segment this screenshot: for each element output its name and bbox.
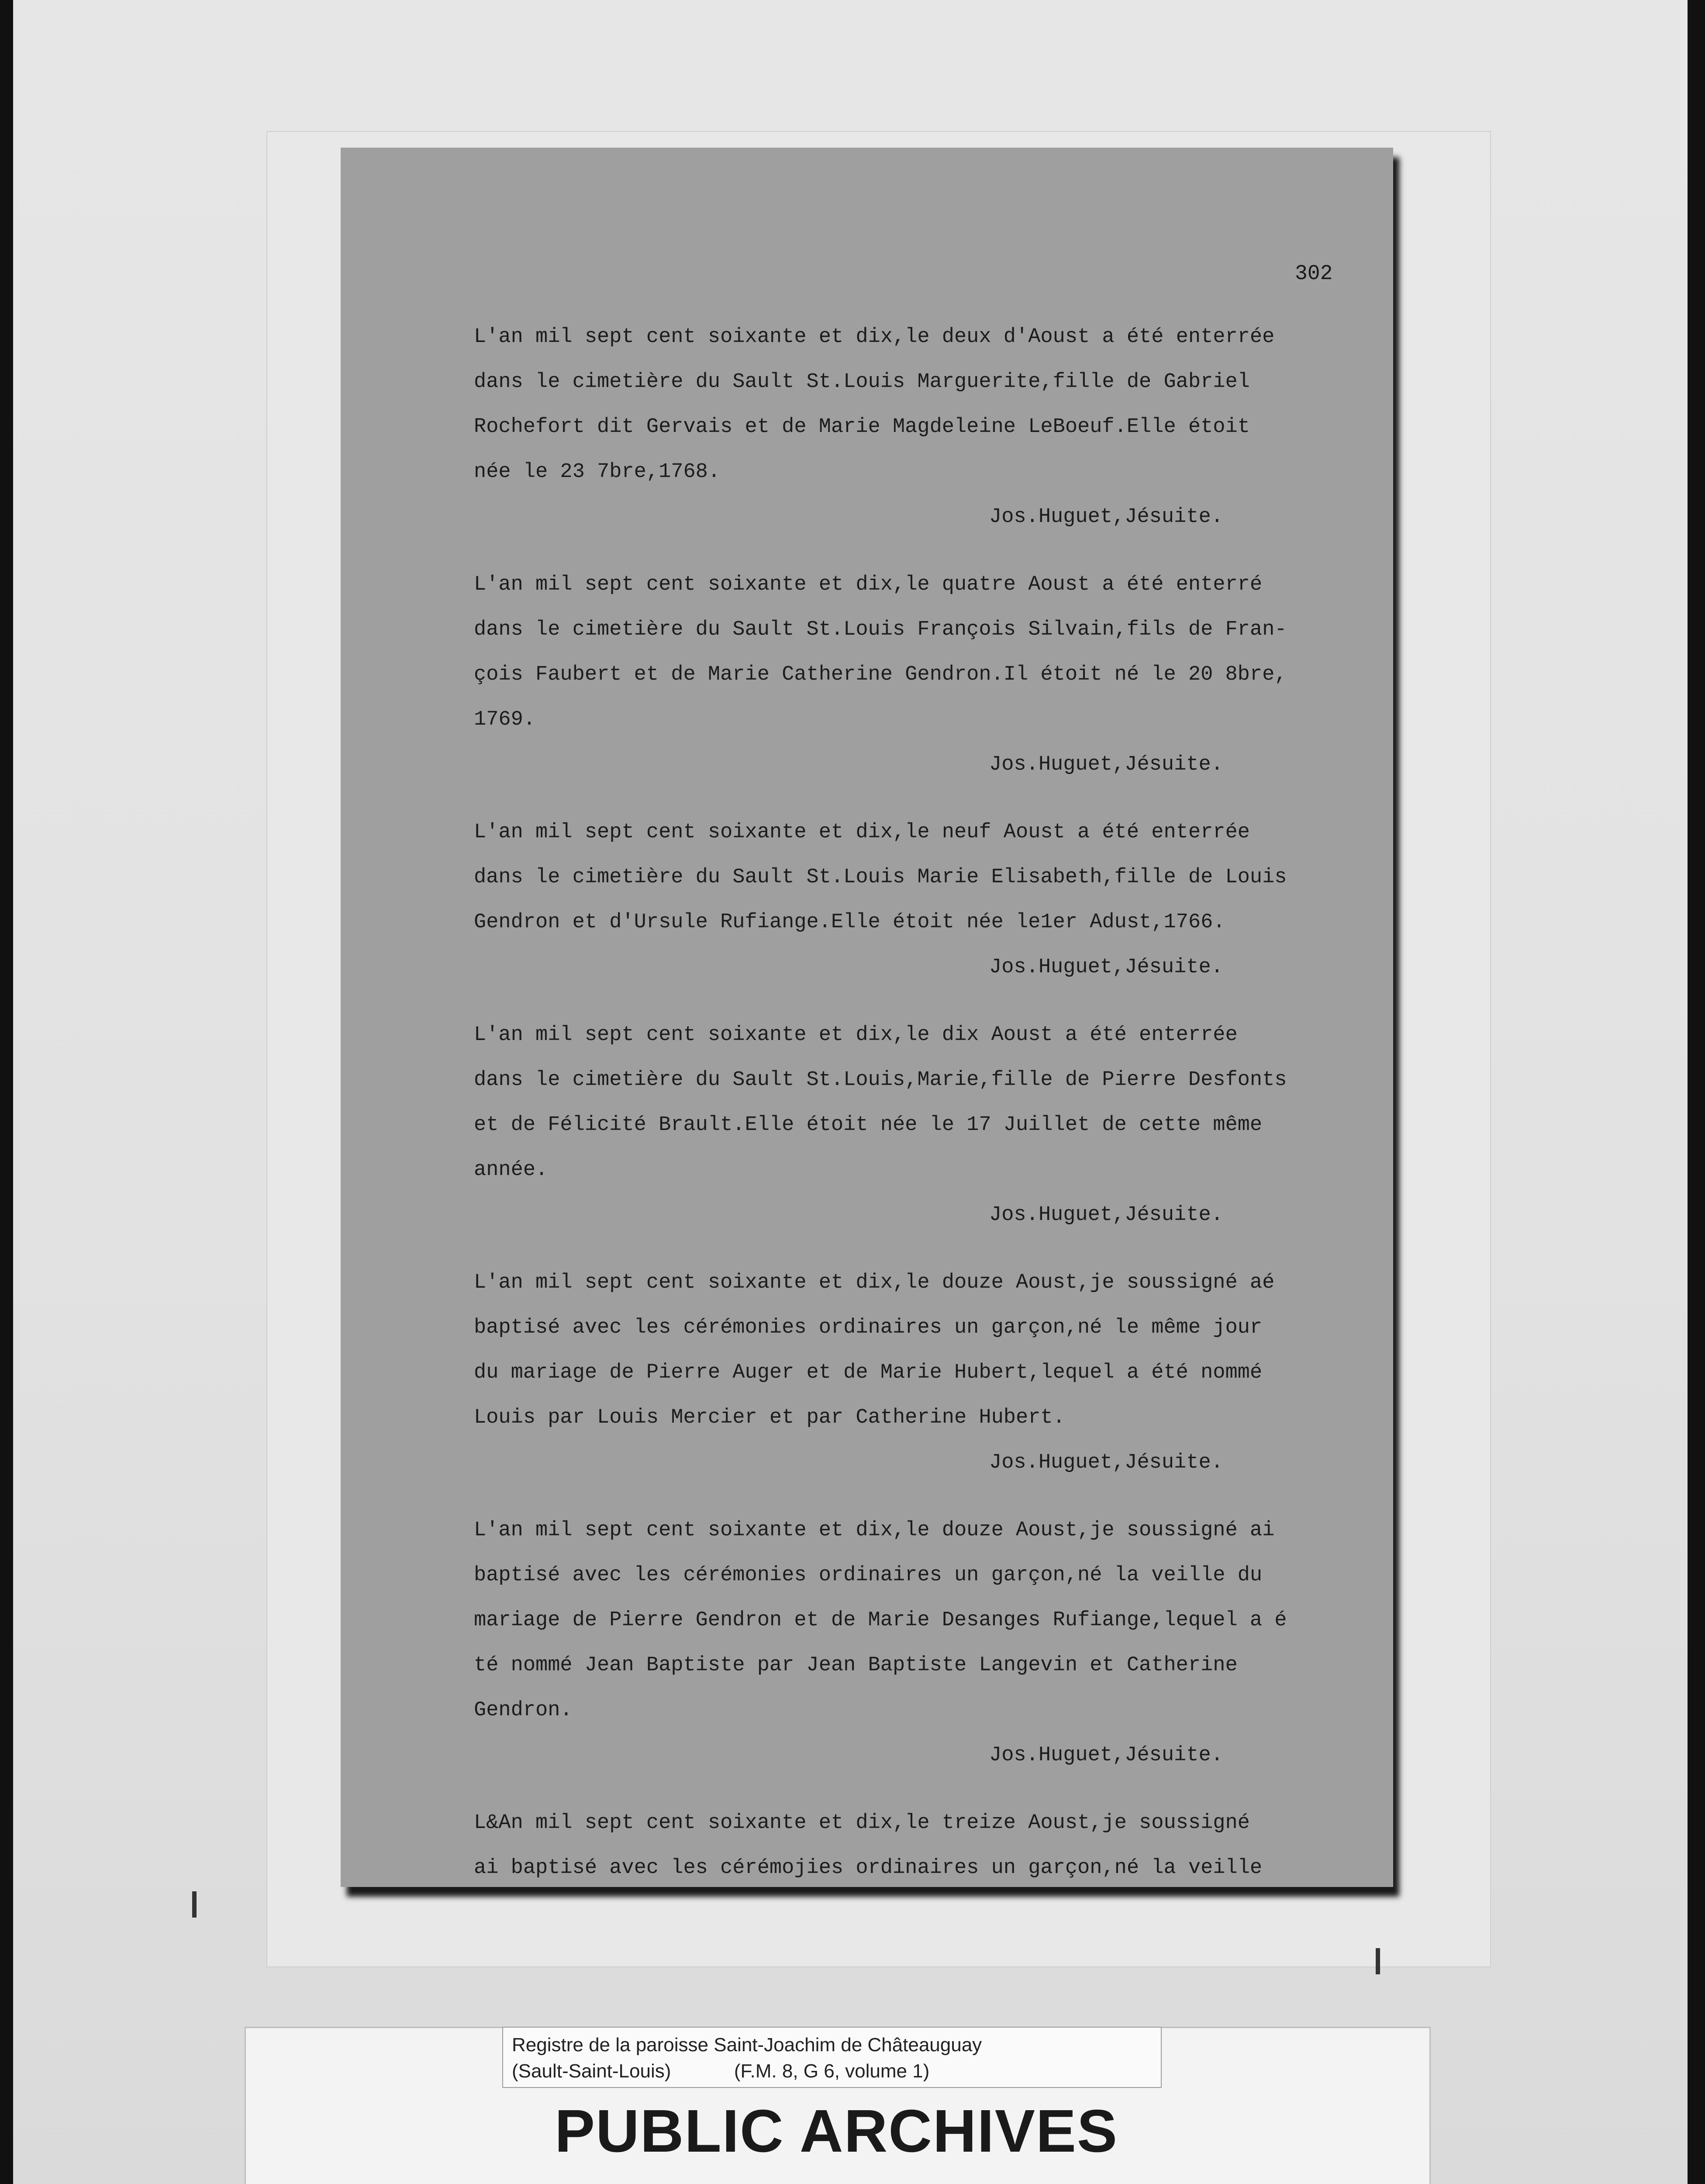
register-entry	[474, 810, 1365, 990]
register-entry	[474, 1508, 1365, 1778]
entry-line: Louis par Louis Mercier et par Catherine Hubert.	[474, 1406, 1065, 1429]
entry-line: Rochefort dit Gervais et de Marie Magdeleine LeBoeuf.Elle étoit	[474, 415, 1250, 439]
slip-line-reference	[512, 2058, 1152, 2084]
slip-location: (Sault-Saint-Louis)	[512, 2060, 671, 2082]
entry-line: dans le cimetière du Sault St.Louis François Silvain,fils de Fran-	[474, 618, 1287, 641]
entry-line: ai baptisé avec les cérémojies ordinaires un garçon,né la veille	[474, 1856, 1263, 1880]
register-entry	[474, 1260, 1365, 1485]
slip-line-title: Registre de la paroisse Saint-Joachim de Châteauguay	[512, 2034, 982, 2056]
entry-line: L'an mil sept cent soixante et dix,le dix Aoust a été enterrée	[474, 1023, 1238, 1047]
entry-line: baptisé avec les cérémonies ordinaires un garçon,né la veille du	[474, 1564, 1263, 1587]
film-edge-right	[1688, 0, 1705, 2184]
entry-line: du mariage de Pierre Auger et de Marie Hubert,lequel a été nommé	[474, 1361, 1263, 1384]
archive-title-english: PUBLIC ARCHIVES	[555, 2098, 1118, 2165]
film-edge-left	[0, 0, 13, 2184]
entry-signature: Jos.Huguet,Jésuite.	[989, 505, 1223, 529]
entry-signature: Jos.Huguet,Jésuite.	[989, 1451, 1223, 1474]
reference-slip	[502, 2027, 1162, 2088]
corner-mark-right	[1376, 1948, 1380, 1974]
entry-line: 1769.	[474, 708, 536, 731]
entry-line: çois Faubert et de Marie Catherine Gendron.Il étoit né le 20 8bre,	[474, 663, 1287, 686]
entry-line: dans le cimetière du Sault St.Louis Marguerite,fille de Gabriel	[474, 370, 1250, 394]
entry-line: L'an mil sept cent soixante et dix,le douze Aoust,je soussigné ai	[474, 1519, 1275, 1542]
entry-signature: Jos.Huguet,Jésuite.	[989, 956, 1223, 979]
entry-line: L&An mil sept cent soixante et dix,le treize Aoust,je soussigné	[474, 1811, 1250, 1835]
corner-mark-left	[192, 1891, 197, 1918]
entry-line: année.	[474, 1158, 548, 1182]
entry-line: et de Félicité Brault.Elle étoit née le 17 Juillet de cette même	[474, 1113, 1263, 1137]
page-number: 302	[1295, 262, 1333, 286]
entry-line: L'an mil sept cent soixante et dix,le douze Aoust,je soussigné aé	[474, 1271, 1275, 1294]
entry-signature: Jos.Huguet,Jésuite.	[989, 1744, 1223, 1767]
entry-line: té nommé Jean Baptiste par Jean Baptiste Langevin et Catherine	[474, 1654, 1238, 1677]
entry-line: L'an mil sept cent soixante et dix,le deux d'Aoust a été enterrée	[474, 325, 1275, 349]
entry-line: Gendron.	[474, 1699, 573, 1722]
register-entry	[474, 562, 1365, 787]
entry-line: née le 23 7bre,1768.	[474, 460, 721, 484]
entry-signature: Jos.Huguet,Jésuite.	[989, 753, 1223, 776]
register-entry	[474, 1013, 1365, 1237]
entry-line: baptisé avec les cérémonies ordinaires un garçon,né le même jour	[474, 1316, 1263, 1339]
entry-line: L'an mil sept cent soixante et dix,le neuf Aoust a été enterrée	[474, 821, 1250, 844]
slip-fonds-reference: (F.M. 8, G 6, volume 1)	[734, 2060, 930, 2082]
register-entry	[474, 314, 1365, 539]
register-entry	[474, 1800, 1365, 1890]
register-entries	[474, 314, 1365, 1913]
entry-line: Gendron et d'Ursule Rufiange.Elle étoit née le1er Adust,1766.	[474, 911, 1225, 934]
entry-line: dans le cimetière du Sault St.Louis,Marie,fille de Pierre Desfonts	[474, 1068, 1287, 1092]
entry-line: dans le cimetière du Sault St.Louis Marie Elisabeth,fille de Louis	[474, 866, 1287, 889]
entry-line: mariage de Pierre Gendron et de Marie Desanges Rufiange,lequel a é	[474, 1609, 1287, 1632]
entry-line: L'an mil sept cent soixante et dix,le quatre Aoust a été enterré	[474, 573, 1263, 596]
entry-signature: Jos.Huguet,Jésuite.	[989, 1203, 1223, 1227]
